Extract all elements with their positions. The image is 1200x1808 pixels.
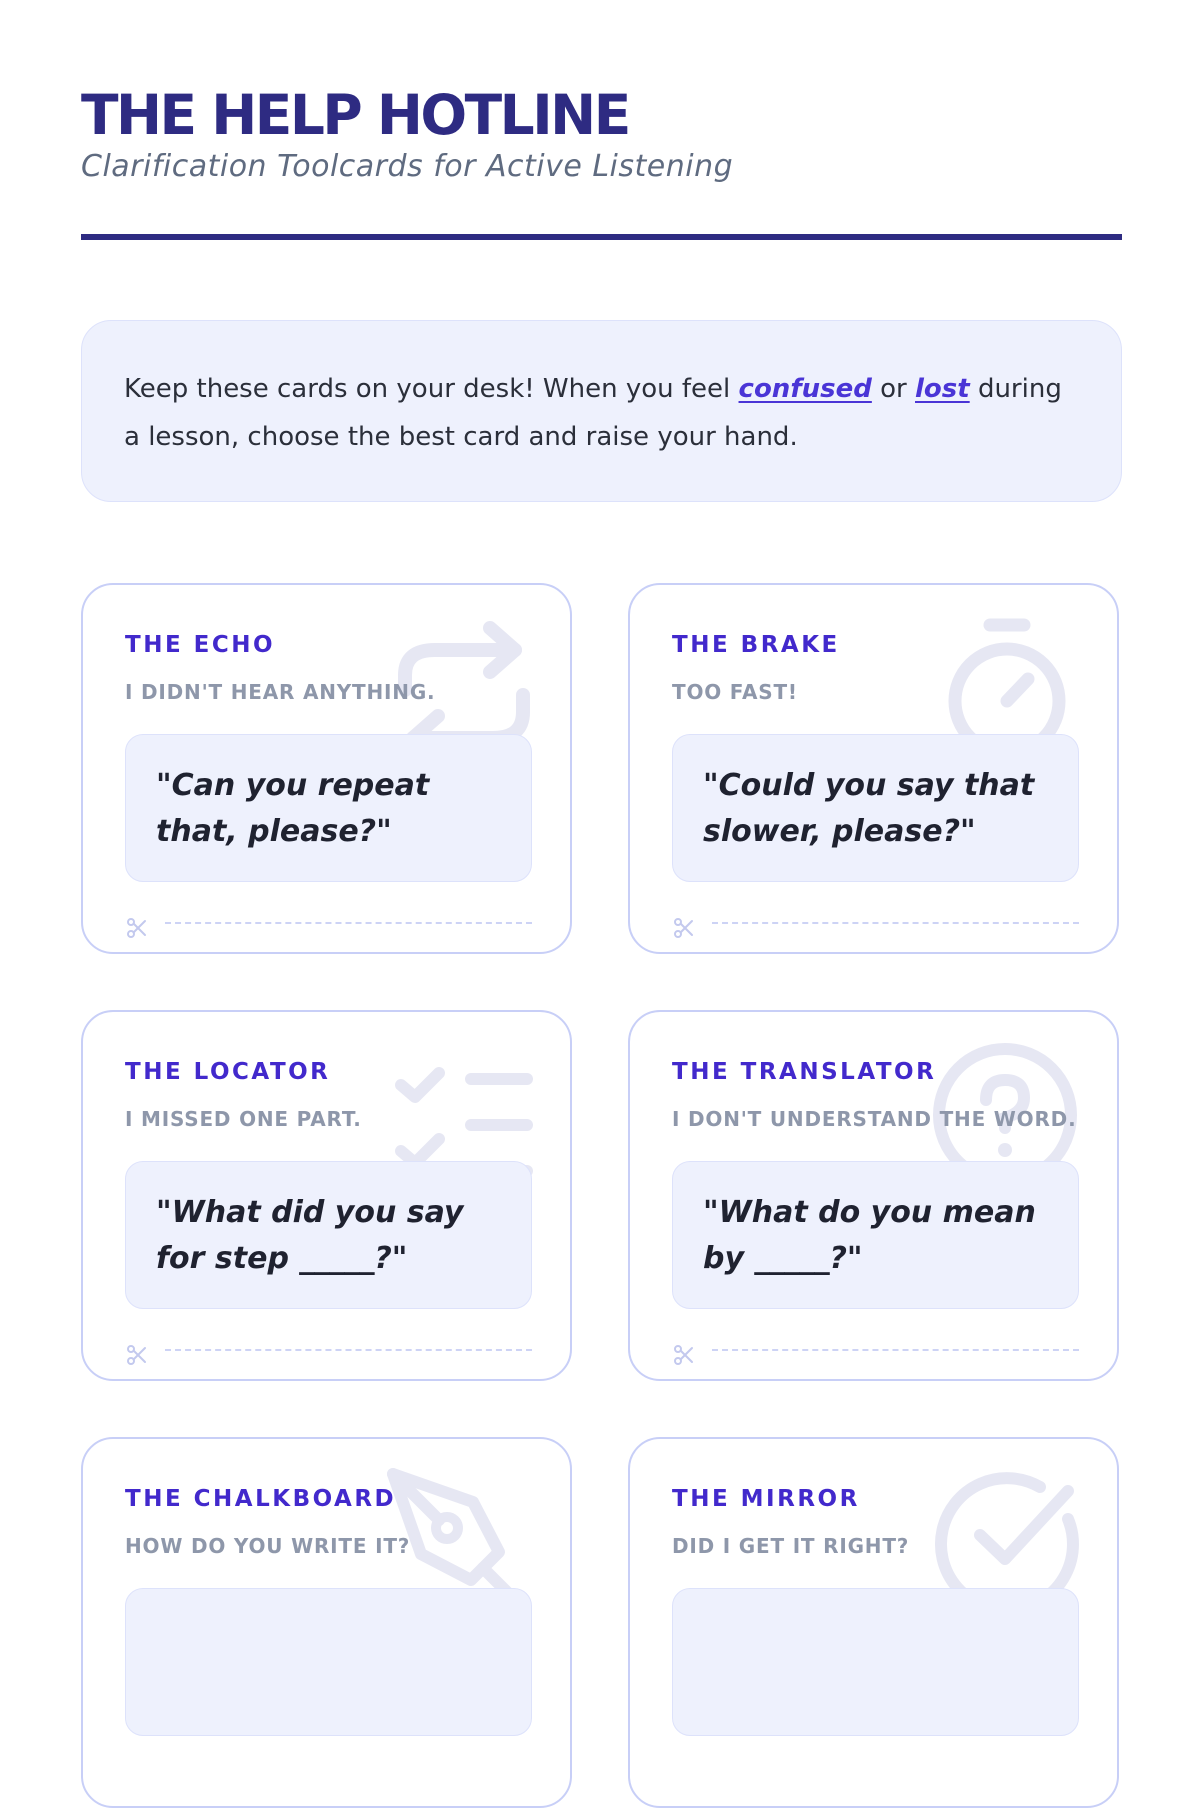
scissors-icon <box>672 916 696 940</box>
card-quote: "Can you repeat that, please?" <box>156 768 430 849</box>
card-quote-box <box>125 1588 532 1736</box>
page-subtitle: Clarification Toolcards for Active Listening <box>81 149 734 184</box>
intro-text-part1: Keep these cards on your desk! When you feel <box>124 374 739 404</box>
intro-text-part2: or <box>871 374 915 404</box>
card-situation: TOO FAST! <box>672 680 798 704</box>
card-title: THE LOCATOR <box>125 1059 331 1085</box>
cut-line <box>165 1349 532 1351</box>
card-quote: "Could you say that slower, please?" <box>703 768 1035 849</box>
intro-text-part3: during a lesson, choose the best card and raise your hand. <box>124 374 1062 452</box>
card-title: THE ECHO <box>125 632 276 658</box>
header-divider <box>81 234 1122 240</box>
cut-line <box>712 1349 1079 1351</box>
card-quote-box <box>125 734 532 882</box>
card-brake <box>628 583 1119 954</box>
intro-highlight-confused: confused <box>738 374 872 404</box>
card-quote: "What do you mean by _____?" <box>703 1195 1036 1276</box>
card-situation: HOW DO YOU WRITE IT? <box>125 1534 411 1558</box>
card-quote: "What did you say for step _____?" <box>156 1195 464 1276</box>
card-title: THE TRANSLATOR <box>672 1059 937 1085</box>
cut-line <box>712 922 1079 924</box>
card-quote-box <box>672 1588 1079 1736</box>
card-title: THE BRAKE <box>672 632 840 658</box>
card-situation: I MISSED ONE PART. <box>125 1107 362 1131</box>
scissors-icon <box>125 916 149 940</box>
card-locator <box>81 1010 572 1381</box>
card-quote-box <box>125 1161 532 1309</box>
intro-highlight-lost: lost <box>915 374 970 404</box>
card-mirror <box>628 1437 1119 1808</box>
card-title: THE CHALKBOARD <box>125 1486 397 1512</box>
card-quote-box <box>672 734 1079 882</box>
scissors-icon <box>125 1343 149 1367</box>
card-echo <box>81 583 572 954</box>
card-situation: I DIDN'T HEAR ANYTHING. <box>125 680 436 704</box>
card-title: THE MIRROR <box>672 1486 860 1512</box>
card-quote-box <box>672 1161 1079 1309</box>
card-situation: I DON'T UNDERSTAND THE WORD. <box>672 1107 1077 1131</box>
card-chalkboard <box>81 1437 572 1808</box>
intro-panel <box>81 320 1122 502</box>
card-translator <box>628 1010 1119 1381</box>
page-title: THE HELP HOTLINE <box>81 83 629 147</box>
card-situation: DID I GET IT RIGHT? <box>672 1534 910 1558</box>
cut-line <box>165 922 532 924</box>
scissors-icon <box>672 1343 696 1367</box>
